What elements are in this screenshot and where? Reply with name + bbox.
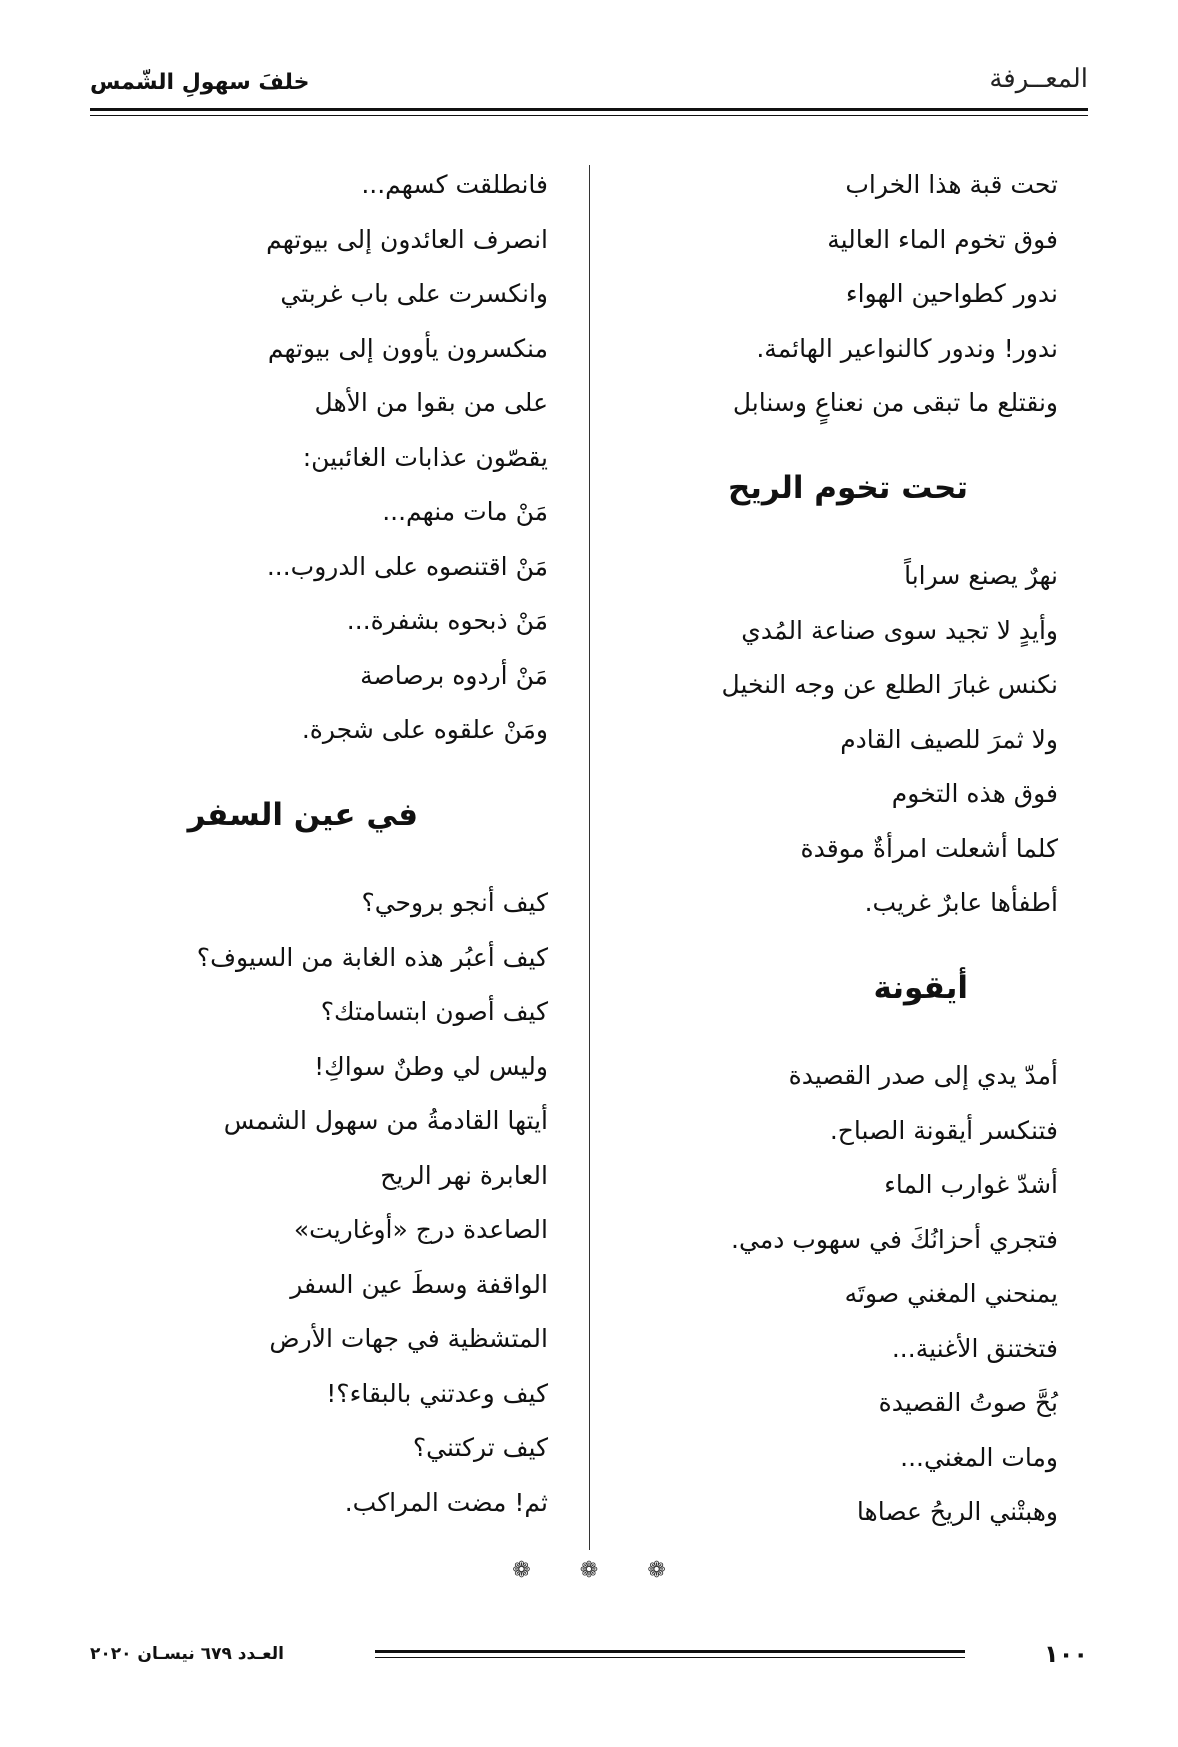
section-heading: في عين السفر: [187, 796, 418, 833]
poem-line: كيف أنجو بروحي؟: [361, 888, 548, 917]
poem-line: ثم! مضت المراكب.: [344, 1487, 548, 1517]
poem-line: وهبتْني الريحُ عصاها: [856, 1497, 1058, 1526]
flower-ornament-icon: ❁: [512, 1558, 531, 1583]
magazine-logo: المعــرفة: [989, 64, 1088, 94]
poem-line: الواقفة وسطَ عين السفر: [290, 1269, 548, 1299]
poem-line: وأيدٍ لا تجيد سوى صناعة المُدي: [741, 615, 1058, 645]
poem-line: مَنْ ذبحوه بشفرة...: [346, 606, 548, 635]
poem-line: نكنس غبارَ الطلع عن وجه النخيل: [721, 670, 1058, 699]
page-header: [90, 60, 1088, 112]
poem-line: أمدّ يدي إلى صدر القصيدة: [788, 1061, 1058, 1090]
poem-line: ومَنْ علقوه على شجرة.: [301, 715, 548, 744]
poem-line: ندور كطواحين الهواء: [845, 279, 1058, 308]
stanza-1: [638, 158, 1058, 431]
stanza-1: [88, 158, 548, 758]
poem-line: فوق تخوم الماء العالية: [827, 224, 1058, 254]
poem-line: العابرة نهر الريح: [380, 1160, 548, 1190]
stanza-2: [638, 549, 1058, 931]
section-heading: أيقونة: [873, 969, 968, 1006]
poem-line: أيتها القادمةُ من سهول الشمس: [223, 1106, 548, 1135]
header-rule: [90, 108, 1088, 111]
poem-line: منكسرون يأوون إلى بيوتهم: [267, 333, 548, 363]
issue-info: العـدد ٦٧٩ نيسـان ٢٠٢٠: [90, 1644, 284, 1664]
poem-line: مَنْ مات منهم...: [382, 497, 548, 526]
poem-line: كلما أشعلت امرأةٌ موقدة: [800, 833, 1058, 863]
poem-line: ونقتلع ما تبقى من نعناعٍ وسنابل: [732, 388, 1058, 417]
right-column: [638, 158, 1058, 1540]
poem-line: مَنْ أردوه برصاصة: [360, 660, 548, 690]
poem-line: يمنحني المغني صوتَه: [844, 1279, 1058, 1308]
running-title: خلفَ سهولِ الشّمس: [90, 70, 310, 95]
section-ornaments: [0, 1558, 1178, 1583]
flower-ornament-icon: ❁: [647, 1558, 666, 1583]
poem-line: وليس لي وطنٌ سواكِ!: [314, 1051, 548, 1081]
section-heading: تحت تخوم الريح: [727, 469, 968, 506]
poem-line: يقصّون عذابات الغائبين:: [302, 442, 548, 472]
poem-line: نهرٌ يصنع سراباً: [904, 561, 1058, 590]
poem-line: كيف تركتني؟: [412, 1433, 548, 1462]
left-column: [88, 158, 548, 1530]
poem-line: المتشظية في جهات الأرض: [269, 1324, 548, 1353]
poem-line: تحت قبة هذا الخراب: [845, 170, 1058, 199]
poem-line: وانكسرت على باب غربتي: [280, 279, 548, 308]
stanza-3: [638, 1049, 1058, 1540]
poem-line: بُحَّ صوتُ القصيدة: [878, 1388, 1058, 1417]
poem-line: كيف أصون ابتسامتك؟: [320, 997, 548, 1026]
flower-ornament-icon: ❁: [579, 1558, 599, 1583]
poem-line: كيف أعبُر هذه الغابة من السيوف؟: [196, 942, 548, 972]
poem-line: فتختنق الأغنية...: [891, 1333, 1058, 1363]
poem-line: فتجري أحزانُكَ في سهوب دمي.: [731, 1224, 1058, 1254]
poem-line: على من بقوا من الأهل: [314, 388, 548, 417]
poem-line: فوق هذه التخوم: [891, 779, 1058, 808]
poem-line: فانطلقت كسهم...: [361, 170, 548, 199]
poem-line: ولا ثمرَ للصيف القادم: [840, 724, 1058, 754]
poem-line: مَنْ اقتنصوه على الدروب...: [266, 551, 548, 581]
poem-line: فتنكسر أيقونة الصباح.: [829, 1115, 1058, 1145]
poem-line: الصاعدة درج «أوغاريت»: [293, 1215, 548, 1244]
poem-line: ندور! وندور كالنواعير الهائمة.: [756, 333, 1058, 363]
poem-line: أشدّ غوارب الماء: [884, 1170, 1058, 1199]
page-footer: [90, 1640, 1088, 1680]
poem-line: انصرف العائدون إلى بيوتهم: [266, 224, 548, 254]
header-rule-thin: [90, 115, 1088, 116]
page-number: ١٠٠: [1044, 1640, 1088, 1668]
poem-line: أطفأها عابرٌ غريب.: [864, 888, 1058, 917]
poem-line: كيف وعدتني بالبقاء؟!: [326, 1378, 548, 1408]
poem-line: ومات المغني...: [900, 1442, 1058, 1472]
column-divider: [589, 165, 590, 1550]
stanza-2: [88, 876, 548, 1530]
